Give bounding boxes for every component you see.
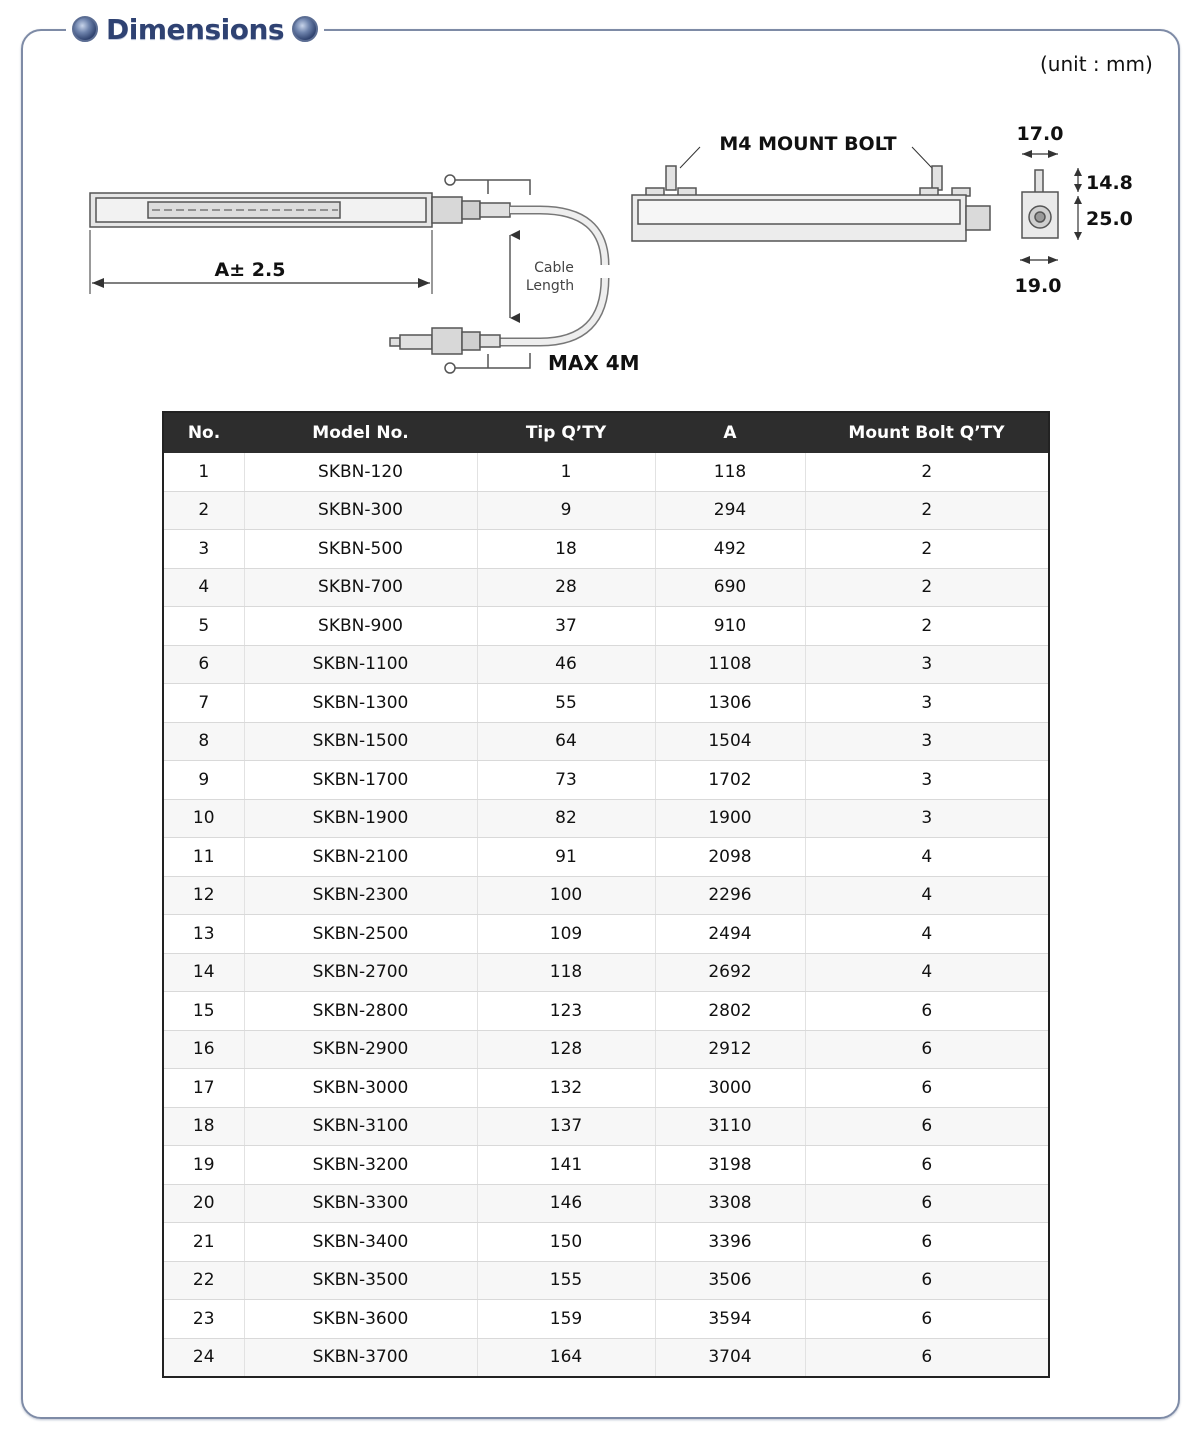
cell-tip-qty: 82 <box>477 799 655 838</box>
cell-a: 492 <box>655 530 805 569</box>
cell-tip-qty: 109 <box>477 915 655 954</box>
cell-no: 3 <box>163 530 244 569</box>
cell-model-no: SKBN-3500 <box>244 1261 477 1300</box>
cell-tip-qty: 100 <box>477 876 655 915</box>
cell-model-no: SKBN-2100 <box>244 838 477 877</box>
cable-label-line2: Length <box>525 278 575 294</box>
table-row <box>163 1300 1049 1339</box>
cell-no: 11 <box>163 838 244 877</box>
cell-tip-qty: 146 <box>477 1184 655 1223</box>
cell-tip-qty: 64 <box>477 722 655 761</box>
cell-tip-qty: 128 <box>477 1030 655 1069</box>
table-row <box>163 1261 1049 1300</box>
cell-model-no: SKBN-3300 <box>244 1184 477 1223</box>
cell-model-no: SKBN-3700 <box>244 1338 477 1377</box>
cell-no: 22 <box>163 1261 244 1300</box>
table-row <box>163 1146 1049 1185</box>
cell-model-no: SKBN-120 <box>244 453 477 491</box>
cell-tip-qty: 18 <box>477 530 655 569</box>
cell-model-no: SKBN-1100 <box>244 645 477 684</box>
cell-no: 14 <box>163 953 244 992</box>
cell-no: 19 <box>163 1146 244 1185</box>
table-row <box>163 953 1049 992</box>
cell-a: 3308 <box>655 1184 805 1223</box>
table-row <box>163 799 1049 838</box>
cell-a: 3506 <box>655 1261 805 1300</box>
cell-no: 24 <box>163 1338 244 1377</box>
cell-mount-bolt-qty: 3 <box>805 645 1049 684</box>
cell-mount-bolt-qty: 6 <box>805 1030 1049 1069</box>
header-a: A <box>655 412 805 453</box>
table-row <box>163 761 1049 800</box>
cell-a: 2494 <box>655 915 805 954</box>
table-row <box>163 876 1049 915</box>
cell-no: 15 <box>163 992 244 1031</box>
cell-model-no: SKBN-500 <box>244 530 477 569</box>
cell-model-no: SKBN-1700 <box>244 761 477 800</box>
cell-a: 3594 <box>655 1300 805 1339</box>
cell-mount-bolt-qty: 4 <box>805 915 1049 954</box>
cell-tip-qty: 137 <box>477 1107 655 1146</box>
ionizer-bar-side-view <box>632 166 990 241</box>
cell-mount-bolt-qty: 2 <box>805 453 1049 491</box>
cell-a: 2912 <box>655 1030 805 1069</box>
spec-table <box>162 411 1050 1378</box>
cell-a: 294 <box>655 491 805 530</box>
cell-model-no: SKBN-2900 <box>244 1030 477 1069</box>
cell-tip-qty: 9 <box>477 491 655 530</box>
unit-note: (unit : mm) <box>1040 52 1153 76</box>
cell-no: 2 <box>163 491 244 530</box>
cell-no: 8 <box>163 722 244 761</box>
cell-mount-bolt-qty: 3 <box>805 684 1049 723</box>
table-row <box>163 645 1049 684</box>
cell-model-no: SKBN-2300 <box>244 876 477 915</box>
cell-mount-bolt-qty: 6 <box>805 1107 1049 1146</box>
cell-tip-qty: 150 <box>477 1223 655 1262</box>
cell-tip-qty: 46 <box>477 645 655 684</box>
cell-model-no: SKBN-700 <box>244 568 477 607</box>
cell-mount-bolt-qty: 3 <box>805 761 1049 800</box>
top-width-label: 17.0 <box>1016 123 1064 145</box>
cell-tip-qty: 132 <box>477 1069 655 1108</box>
header-mount-bolt-qty: Mount Bolt Q’TY <box>805 412 1049 453</box>
header-model-no: Model No. <box>244 412 477 453</box>
cell-mount-bolt-qty: 4 <box>805 838 1049 877</box>
cell-a: 1504 <box>655 722 805 761</box>
table-row <box>163 607 1049 646</box>
table-row <box>163 838 1049 877</box>
cell-mount-bolt-qty: 6 <box>805 1184 1049 1223</box>
cell-model-no: SKBN-2700 <box>244 953 477 992</box>
table-row <box>163 722 1049 761</box>
cell-a: 1108 <box>655 645 805 684</box>
cell-a: 3110 <box>655 1107 805 1146</box>
cell-mount-bolt-qty: 3 <box>805 799 1049 838</box>
cell-a: 3000 <box>655 1069 805 1108</box>
cell-model-no: SKBN-2800 <box>244 992 477 1031</box>
header-no: No. <box>163 412 244 453</box>
cell-mount-bolt-qty: 3 <box>805 722 1049 761</box>
cell-no: 6 <box>163 645 244 684</box>
table-row <box>163 1223 1049 1262</box>
cell-mount-bolt-qty: 6 <box>805 1261 1049 1300</box>
table-row <box>163 530 1049 569</box>
cell-model-no: SKBN-1900 <box>244 799 477 838</box>
cable-label-line1: Cable <box>534 260 574 276</box>
table-row <box>163 453 1049 491</box>
cell-a: 2296 <box>655 876 805 915</box>
cell-a: 2692 <box>655 953 805 992</box>
cell-model-no: SKBN-3000 <box>244 1069 477 1108</box>
cell-a: 3198 <box>655 1146 805 1185</box>
table-row <box>163 684 1049 723</box>
cable <box>510 210 605 265</box>
cell-tip-qty: 55 <box>477 684 655 723</box>
dimension-drawing <box>60 100 1140 390</box>
cell-tip-qty: 159 <box>477 1300 655 1339</box>
cell-tip-qty: 164 <box>477 1338 655 1377</box>
cell-mount-bolt-qty: 4 <box>805 876 1049 915</box>
cell-tip-qty: 155 <box>477 1261 655 1300</box>
cell-no: 20 <box>163 1184 244 1223</box>
mount-bolt-label: M4 MOUNT BOLT <box>719 133 897 155</box>
cell-a: 1900 <box>655 799 805 838</box>
cell-tip-qty: 1 <box>477 453 655 491</box>
ionizer-bar-end-view <box>1022 170 1058 238</box>
cell-no: 10 <box>163 799 244 838</box>
cell-mount-bolt-qty: 2 <box>805 491 1049 530</box>
table-row <box>163 992 1049 1031</box>
table-row <box>163 1184 1049 1223</box>
cell-no: 4 <box>163 568 244 607</box>
cell-no: 9 <box>163 761 244 800</box>
cell-tip-qty: 28 <box>477 568 655 607</box>
cell-tip-qty: 37 <box>477 607 655 646</box>
cell-no: 13 <box>163 915 244 954</box>
cell-model-no: SKBN-1300 <box>244 684 477 723</box>
cell-model-no: SKBN-2500 <box>244 915 477 954</box>
cell-no: 17 <box>163 1069 244 1108</box>
cell-no: 23 <box>163 1300 244 1339</box>
cell-model-no: SKBN-3200 <box>244 1146 477 1185</box>
cell-a: 2098 <box>655 838 805 877</box>
bolt-height-label: 14.8 <box>1086 172 1133 194</box>
cell-tip-qty: 73 <box>477 761 655 800</box>
cell-no: 5 <box>163 607 244 646</box>
cell-mount-bolt-qty: 6 <box>805 1146 1049 1185</box>
bullet-icon <box>292 16 318 42</box>
cell-no: 12 <box>163 876 244 915</box>
cell-a: 3704 <box>655 1338 805 1377</box>
cell-mount-bolt-qty: 2 <box>805 530 1049 569</box>
cell-mount-bolt-qty: 6 <box>805 1300 1049 1339</box>
cell-model-no: SKBN-300 <box>244 491 477 530</box>
cell-mount-bolt-qty: 6 <box>805 1338 1049 1377</box>
table-row <box>163 1107 1049 1146</box>
header-tip-qty: Tip Q’TY <box>477 412 655 453</box>
table-row <box>163 1338 1049 1377</box>
cell-a: 118 <box>655 453 805 491</box>
cell-no: 7 <box>163 684 244 723</box>
length-label: A± 2.5 <box>214 259 286 281</box>
cell-no: 1 <box>163 453 244 491</box>
cell-tip-qty: 123 <box>477 992 655 1031</box>
section-title: Dimensions <box>106 12 285 46</box>
cell-a: 2802 <box>655 992 805 1031</box>
cell-mount-bolt-qty: 6 <box>805 1069 1049 1108</box>
cell-tip-qty: 118 <box>477 953 655 992</box>
cell-mount-bolt-qty: 6 <box>805 992 1049 1031</box>
cell-model-no: SKBN-3100 <box>244 1107 477 1146</box>
bullet-icon <box>72 16 98 42</box>
table-row <box>163 1030 1049 1069</box>
cell-a: 1702 <box>655 761 805 800</box>
cell-no: 21 <box>163 1223 244 1262</box>
cell-no: 18 <box>163 1107 244 1146</box>
cell-tip-qty: 91 <box>477 838 655 877</box>
cell-model-no: SKBN-3400 <box>244 1223 477 1262</box>
body-height-label: 25.0 <box>1086 208 1133 230</box>
cell-model-no: SKBN-900 <box>244 607 477 646</box>
table-row <box>163 1069 1049 1108</box>
cell-mount-bolt-qty: 4 <box>805 953 1049 992</box>
cell-a: 1306 <box>655 684 805 723</box>
section-header <box>66 10 324 48</box>
table-header-row <box>163 412 1049 453</box>
cell-model-no: SKBN-3600 <box>244 1300 477 1339</box>
cell-a: 910 <box>655 607 805 646</box>
cell-mount-bolt-qty: 6 <box>805 1223 1049 1262</box>
table-row <box>163 915 1049 954</box>
cell-no: 16 <box>163 1030 244 1069</box>
cell-a: 690 <box>655 568 805 607</box>
cell-a: 3396 <box>655 1223 805 1262</box>
table-row <box>163 568 1049 607</box>
cell-model-no: SKBN-1500 <box>244 722 477 761</box>
cell-tip-qty: 141 <box>477 1146 655 1185</box>
bottom-width-label: 19.0 <box>1014 275 1062 297</box>
max-length-label: MAX 4M <box>548 351 640 375</box>
cell-mount-bolt-qty: 2 <box>805 568 1049 607</box>
cell-mount-bolt-qty: 2 <box>805 607 1049 646</box>
table-row <box>163 491 1049 530</box>
